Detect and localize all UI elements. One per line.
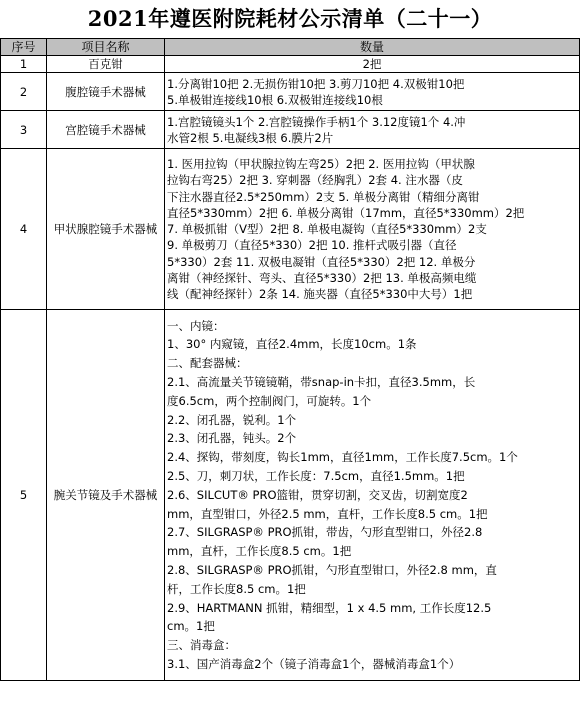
document-title: 2021年遵医附院耗材公示清单（二十一）	[87, 6, 493, 31]
row-qty	[165, 111, 580, 149]
table-row	[1, 111, 580, 149]
row-no: 5	[1, 310, 47, 681]
row-qty	[165, 73, 580, 111]
row-no: 4	[1, 149, 47, 310]
qty-line: 直径5*330mm）2把 6. 单极分离钳（17mm，直径5*330mm）2把	[167, 205, 525, 220]
qty-line: 离钳（神经探针、弯头、直径5*330）2把 13. 单极高频电缆	[167, 270, 477, 285]
row-name: 腹腔镜手术器械	[47, 73, 165, 111]
qty-line: 2.3、闭孔器，钝头。2个	[167, 431, 297, 446]
qty-line: 2.6、SILCUT® PRO篮钳，贯穿切割，交叉齿，切割宽度2	[167, 487, 468, 502]
qty-line: 杆，工作长度8.5 cm。1把	[167, 581, 306, 596]
row-qty	[165, 310, 580, 681]
qty-line: 5*330）2套 11. 双极电凝钳（直径5*330）2把 12. 单极分	[167, 254, 476, 269]
qty-line: 3.1、国产消毒盒2个（镜子消毒盒1个，器械消毒盒1个）	[167, 656, 461, 671]
qty-line: 三、消毒盒：	[167, 638, 236, 653]
qty-line: mm，直杆，工作长度8.5 cm。1把	[167, 544, 352, 559]
row-name: 甲状腺腔镜手术器械	[47, 149, 165, 310]
qty-line: 1. 医用拉钩（甲状腺拉钩左弯25）2把 2. 医用拉钩（甲状腺	[167, 157, 475, 172]
qty-line: 二、配套器械：	[167, 356, 248, 371]
consumables-table	[0, 38, 580, 681]
qty-line: 拉钩右弯25）2把 3. 穿刺器（经胸乳）2套 4. 注水器（皮	[167, 173, 463, 188]
row-qty	[165, 149, 580, 310]
qty-line: 水管2根 5.电凝线3根 6.膜片2片	[167, 130, 334, 145]
qty-line: cm。1把	[167, 619, 215, 634]
qty-line: 2.8、SILGRASP® PRO抓钳，勺形直型钳口，外径2.8 mm，直	[167, 562, 497, 577]
row-no: 1	[1, 56, 47, 73]
row-no: 2	[1, 73, 47, 111]
qty-line: 5.单极钳连接线10根 6.双极钳连接线10根	[167, 92, 383, 107]
table-row	[1, 310, 580, 681]
qty-line: 下注水器直径2.5*250mm）2支 5. 单极分离钳（精细分离钳	[167, 189, 480, 204]
qty-line: 2.7、SILGRASP® PRO抓钳，带齿，勺形直型钳口，外径2.8	[167, 525, 483, 540]
row-name: 百克钳	[47, 56, 165, 73]
header-no: 序号	[1, 39, 47, 56]
header-qty: 数量	[165, 39, 580, 56]
qty-line: 2.1、高流量关节镜镜鞘，带snap-in卡扣，直径3.5mm，长	[167, 375, 476, 390]
qty-line: 2.2、闭孔器，锐利。1个	[167, 412, 297, 427]
qty-line: 1.分离钳10把 2.无损伤钳10把 3.剪刀10把 4.双极钳10把	[167, 76, 465, 91]
table-header-row	[1, 39, 580, 56]
qty-line: 2把	[362, 57, 382, 71]
qty-line: 度6.5cm，两个控制阀门，可旋转。1个	[167, 393, 372, 408]
table-row	[1, 73, 580, 111]
qty-line: 2.4、探钩，带刻度，钩长1mm，直径1mm，工作长度7.5cm。1个	[167, 450, 518, 465]
row-name: 宫腔镜手术器械	[47, 111, 165, 149]
qty-line: 1.宫腔镜镜头1个 2.宫腔镜操作手柄1个 3.12度镜1个 4.冲	[167, 114, 466, 129]
qty-line: mm，直型钳口，外径2.5 mm，直杆，工作长度8.5 cm。1把	[167, 506, 488, 521]
row-name: 腕关节镜及手术器械	[47, 310, 165, 681]
qty-line: 一、内镜：	[167, 318, 225, 333]
qty-line: 9. 单极剪刀（直径5*330）2把 10. 推杆式吸引器（直径	[167, 238, 457, 253]
qty-line: 1、30° 内窥镜，直径2.4mm，长度10cm。1条	[167, 337, 417, 352]
header-name: 项目名称	[47, 39, 165, 56]
qty-line: 7. 单极抓钳（V型）2把 8. 单极电凝钩（直径5*330mm）2支	[167, 222, 487, 237]
qty-line: 2.9、HARTMANN 抓钳，精细型，1 x 4.5 mm, 工作长度12.5	[167, 600, 492, 615]
table-row	[1, 56, 580, 73]
row-qty	[165, 56, 580, 73]
qty-line: 线（配神经探针）2条 14. 施夹器（直径5*330中大号）1把	[167, 286, 473, 301]
row-no: 3	[1, 111, 47, 149]
qty-line: 2.5、刀，刺刀状，工作长度：7.5cm，直径1.5mm。1把	[167, 469, 465, 483]
table-row	[1, 149, 580, 310]
